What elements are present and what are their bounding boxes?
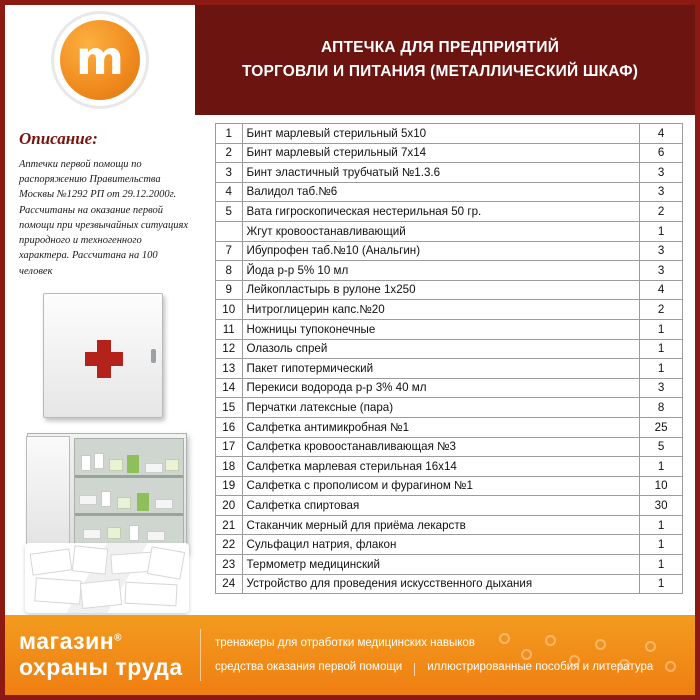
table-row xyxy=(216,241,683,261)
row-name: Бинт эластичный трубчатый №1.3.6 xyxy=(242,163,640,183)
row-qty: 1 xyxy=(640,535,683,555)
table-row xyxy=(216,555,683,575)
table-row xyxy=(216,124,683,144)
row-number: 24 xyxy=(216,574,243,594)
row-qty: 30 xyxy=(640,496,683,516)
row-name: Жгут кровоостанавливающий xyxy=(242,221,640,241)
table-row xyxy=(216,339,683,359)
table-row xyxy=(216,300,683,320)
row-qty: 1 xyxy=(640,457,683,477)
decorative-dots xyxy=(499,631,679,679)
page-header xyxy=(5,5,695,115)
row-qty: 3 xyxy=(640,378,683,398)
table-row xyxy=(216,202,683,222)
row-qty: 1 xyxy=(640,555,683,575)
row-qty: 1 xyxy=(640,221,683,241)
row-name: Нитроглицерин капс.№20 xyxy=(242,300,640,320)
row-number xyxy=(216,221,243,241)
row-number: 17 xyxy=(216,437,243,457)
row-qty: 1 xyxy=(640,359,683,379)
registered-icon: ® xyxy=(114,632,122,644)
row-name: Бинт марлевый стерильный 5х10 xyxy=(242,124,640,144)
row-name: Термометр медицинский xyxy=(242,555,640,575)
row-number: 7 xyxy=(216,241,243,261)
row-number: 20 xyxy=(216,496,243,516)
table-row xyxy=(216,280,683,300)
row-number: 22 xyxy=(216,535,243,555)
row-number: 2 xyxy=(216,143,243,163)
footer-tagline-line1: тренажеры для отработки медицинских навыков xyxy=(215,636,475,649)
table-row xyxy=(216,515,683,535)
closed-cabinet-image xyxy=(43,293,163,418)
table-row xyxy=(216,261,683,281)
row-name: Стаканчик мерный для приёма лекарств xyxy=(242,515,640,535)
row-name: Устройство для проведения искусственного дыхания xyxy=(242,574,640,594)
page-footer xyxy=(5,615,695,695)
contents-table-body xyxy=(216,124,683,594)
cabinet-interior xyxy=(74,438,184,550)
row-qty: 10 xyxy=(640,476,683,496)
row-number: 14 xyxy=(216,378,243,398)
row-qty: 5 xyxy=(640,437,683,457)
footer-brand[interactable] xyxy=(5,629,200,681)
table-row xyxy=(216,476,683,496)
row-qty: 3 xyxy=(640,241,683,261)
page-title-line1: АПТЕЧКА ДЛЯ ПРЕДПРИЯТИЙ xyxy=(320,38,560,56)
row-number: 12 xyxy=(216,339,243,359)
row-qty: 2 xyxy=(640,202,683,222)
row-name: Йода р-р 5% 10 мл xyxy=(242,261,640,281)
row-name: Салфетка спиртовая xyxy=(242,496,640,516)
row-qty: 1 xyxy=(640,515,683,535)
row-qty: 1 xyxy=(640,339,683,359)
table-row xyxy=(216,182,683,202)
row-qty: 3 xyxy=(640,182,683,202)
footer-tagline-line2b: иллюстрированные пособия и литература xyxy=(427,661,654,673)
row-name: Салфетка с прополисом и фурагином №1 xyxy=(242,476,640,496)
brand-logo xyxy=(5,5,195,115)
row-qty: 4 xyxy=(640,124,683,144)
table-row xyxy=(216,437,683,457)
page-title xyxy=(195,36,695,84)
row-qty: 25 xyxy=(640,417,683,437)
row-number: 23 xyxy=(216,555,243,575)
row-number: 1 xyxy=(216,124,243,144)
row-number: 13 xyxy=(216,359,243,379)
row-number: 21 xyxy=(216,515,243,535)
row-qty: 4 xyxy=(640,280,683,300)
row-name: Бинт марлевый стерильный 7х14 xyxy=(242,143,640,163)
row-number: 3 xyxy=(216,163,243,183)
row-number: 9 xyxy=(216,280,243,300)
page-title-line2: ТОРГОВЛИ И ПИТАНИЯ (МЕТАЛЛИЧЕСКИЙ ШКАФ) xyxy=(241,63,639,80)
row-qty: 2 xyxy=(640,300,683,320)
row-name: Перчатки латексные (пара) xyxy=(242,398,640,418)
row-name: Пакет гипотермический xyxy=(242,359,640,379)
row-number: 15 xyxy=(216,398,243,418)
table-row xyxy=(216,221,683,241)
table-row xyxy=(216,457,683,477)
table-row xyxy=(216,319,683,339)
table-row xyxy=(216,378,683,398)
row-qty: 3 xyxy=(640,261,683,281)
logo-circle-icon xyxy=(60,20,140,100)
table-row xyxy=(216,417,683,437)
row-name: Перекиси водорода р-р 3% 40 мл xyxy=(242,378,640,398)
row-qty: 6 xyxy=(640,143,683,163)
row-qty: 1 xyxy=(640,574,683,594)
description-title: Описание: xyxy=(19,129,98,148)
product-photo xyxy=(19,293,191,623)
table-row xyxy=(216,143,683,163)
row-number: 16 xyxy=(216,417,243,437)
description-text: Аптечки первой помощи по распоряжению Правительства Москвы №1292 РП от 29.12.2000г. Рассчитаны на оказание первой помощи при чрезвычайных ситуациях природного и техногенного характера. Рассчитана на 100 человек xyxy=(19,159,189,277)
row-name: Сульфацил натрия, флакон xyxy=(242,535,640,555)
open-cabinet-image xyxy=(27,433,187,553)
contents-table xyxy=(215,123,683,594)
footer-tagline-line2a: средства оказания первой помощи xyxy=(215,661,403,673)
logo-letter: m xyxy=(76,31,124,85)
contents-table-wrap xyxy=(205,115,695,615)
table-row xyxy=(216,496,683,516)
row-number: 5 xyxy=(216,202,243,222)
footer-brand-line1: магазин xyxy=(19,628,115,655)
row-name: Ножницы тупоконечные xyxy=(242,319,640,339)
table-row xyxy=(216,398,683,418)
table-row xyxy=(216,535,683,555)
cabinet-door xyxy=(26,436,70,552)
row-name: Лейкопластырь в рулоне 1х250 xyxy=(242,280,640,300)
table-row xyxy=(216,574,683,594)
footer-separator xyxy=(414,663,415,676)
row-number: 4 xyxy=(216,182,243,202)
footer-brand-line2: охраны труда xyxy=(19,654,183,680)
row-qty: 8 xyxy=(640,398,683,418)
description-column xyxy=(5,115,205,615)
row-number: 11 xyxy=(216,319,243,339)
contents-image xyxy=(25,543,189,613)
row-name: Валидол таб.№6 xyxy=(242,182,640,202)
row-name: Салфетка марлевая стерильная 16х14 xyxy=(242,457,640,477)
row-name: Олазоль спрей xyxy=(242,339,640,359)
row-number: 18 xyxy=(216,457,243,477)
table-row xyxy=(216,359,683,379)
row-number: 19 xyxy=(216,476,243,496)
red-cross-icon-bar xyxy=(85,352,123,366)
row-name: Салфетка кровоостанавливающая №3 xyxy=(242,437,640,457)
row-qty: 3 xyxy=(640,163,683,183)
table-row xyxy=(216,163,683,183)
row-number: 10 xyxy=(216,300,243,320)
row-name: Салфетка антимикробная №1 xyxy=(242,417,640,437)
row-name: Вата гигроскопическая нестерильная 50 гр. xyxy=(242,202,640,222)
row-number: 8 xyxy=(216,261,243,281)
row-qty: 1 xyxy=(640,319,683,339)
row-name: Ибупрофен таб.№10 (Анальгин) xyxy=(242,241,640,261)
